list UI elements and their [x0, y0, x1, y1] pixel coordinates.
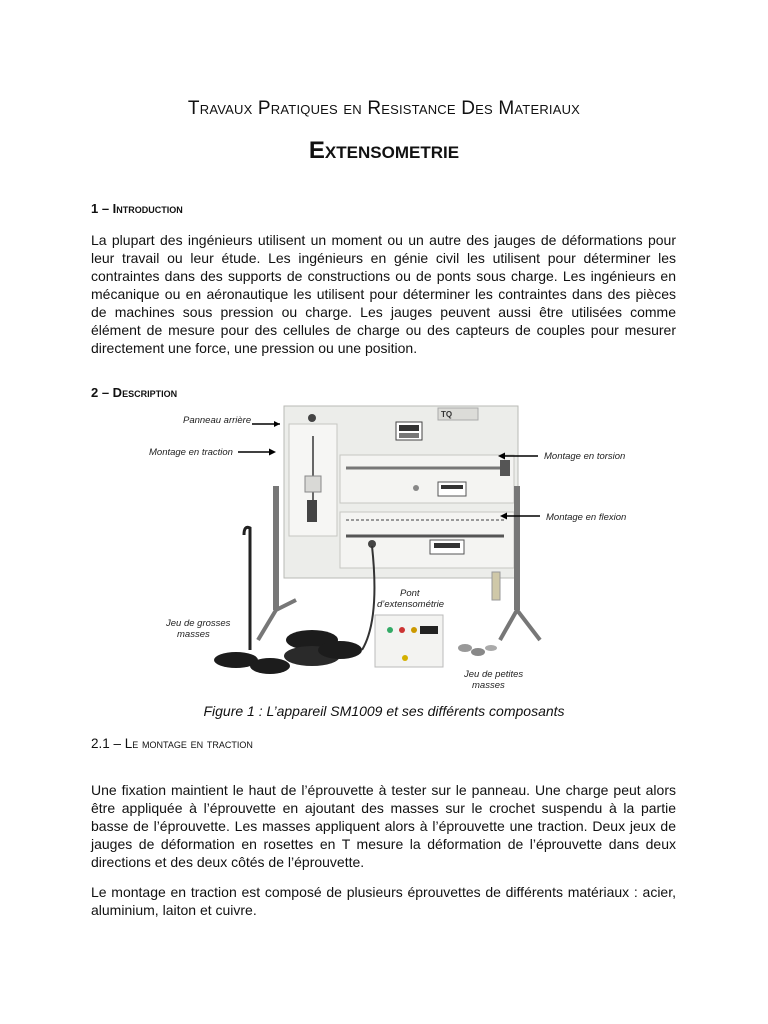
traction-paragraph-1: Une fixation maintient le haut de l’éprouvette à tester sur le panneau. Une charge peut alors être appliquée à l’éprouvette en ajoutant des masses sur le crochet suspendu à la partie basse de l’éprouvette. Les masses appliquent alors à l’éprouvette une traction. Deux jeux de jauges de déformation en rosettes en T mesure la déformation de l’éprouvette dans deux directions et des deux côtés de l’éprouvette.	[91, 782, 676, 870]
small-mass	[458, 644, 472, 652]
weight-hanger	[492, 572, 500, 600]
section-heading-traction: 2.1 – Le montage en traction	[91, 736, 253, 751]
course-title: Travaux Pratiques en Resistance Des Materiaux	[187, 98, 581, 119]
label-grosses-masses: Jeu de grosses	[166, 618, 231, 629]
mass-hook	[244, 527, 250, 650]
traction-paragraph-2: Le montage en traction est composé de plusieurs éprouvettes de différents matériaux : acier, aluminium, laiton et cuivre.	[91, 884, 676, 918]
label-petites-masses: Jeu de petites	[464, 669, 524, 680]
label-panneau: Panneau arrière	[183, 415, 252, 426]
label-grosses-masses-2: masses	[177, 629, 210, 640]
introduction-paragraph: La plupart des ingénieurs utilisent un moment ou un autre des jauges de déformations pour leur travail ou leur étude. Les ingénieurs en génie civil les utilisent pour déterminer les contraintes dans des supports de constructions ou de ponts sous charge. Les ingénieurs en mécanique ou en aéronautique les utilisent pour déterminer les contraintes dans des pièces de machines sous pression ou charge. Les jauges peuvent aussi être utilisées comme élément de mesure pour des cellules de charge ou des capteurs de couples pour mesurer directement une force, une pression ou une position.	[91, 232, 676, 356]
label-pont-2: d’extensométrie	[377, 599, 445, 610]
small-mass	[485, 645, 497, 651]
section-heading-description: 2 – Description	[91, 385, 178, 400]
large-mass	[250, 658, 290, 674]
large-mass	[318, 641, 362, 659]
label-pont: Pont	[400, 588, 420, 599]
section-heading-introduction: 1 – Introduction	[91, 201, 183, 216]
strain-bridge-box	[375, 615, 443, 667]
label-traction: Montage en traction	[149, 447, 233, 458]
torsion-cell	[340, 455, 514, 503]
label-flexion: Montage en flexion	[546, 512, 627, 523]
document-title: Extensometrie	[308, 137, 460, 164]
small-mass	[471, 648, 485, 656]
label-torsion: Montage en torsion	[544, 451, 626, 462]
figure-caption: Figure 1 : L’appareil SM1009 et ses différents composants	[203, 703, 565, 719]
svg-text:TQ: TQ	[441, 410, 453, 419]
label-petites-masses-2: masses	[472, 680, 505, 691]
knob-icon	[308, 414, 316, 422]
